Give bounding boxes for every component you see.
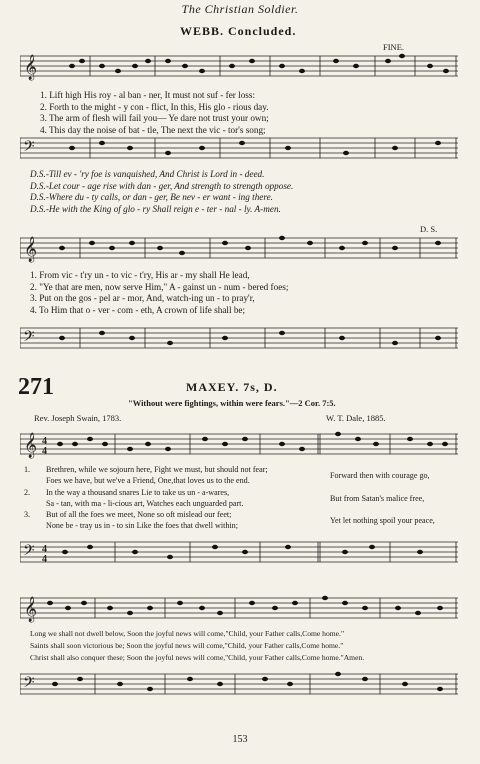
lyric-line: Sa - tan, with ma - li-cious art, Watches each unguarded part. (46, 498, 244, 508)
lyric-line: Foes we have, but we've a Friend, One,that loves us to the end. (46, 476, 250, 486)
svg-text:𝄢: 𝄢 (23, 542, 35, 562)
ds-line: D.S.-Where du - ty calls, or dan - ger, Be nev - er want - ing there. (30, 192, 273, 202)
refrain-line: Christ shall also conquer these; Soon the joyful news will come,"Child, your Father calls,Come home."Amen. (30, 653, 365, 662)
lyric-line: But of all the foes we meet, None so oft mislead our feet; (46, 510, 232, 520)
staff-system-1-bass (20, 130, 458, 166)
svg-text:𝄢: 𝄢 (23, 328, 35, 348)
ds-line: D.S.-Till ev - 'ry foe is vanquished, And Christ is Lord in - deed. (30, 169, 265, 179)
verse-line: 4. This day the noise of bat - tle, The next the vic - tor's song; (40, 124, 266, 135)
lyric-line: None be - tray us in - to sin Like the foes that dwell within; (46, 521, 238, 531)
lyric-line: But from Satan's malice free, (330, 493, 425, 503)
ds-line: D.S.-Let cour - age rise with dan - ger, And strength to strength oppose. (30, 180, 294, 191)
verse-line: 3. Put on the gos - pel ar - mor, And, watch-ing un - to pray'r, (30, 293, 255, 303)
ds-lines-block (30, 169, 293, 215)
staff-system-4-bass (20, 662, 458, 706)
verse-line: 4. To Him that o - ver - com - eth, A crown of life shall be; (30, 304, 246, 315)
lyric-line: Brethren, while we sojourn here, Fight we must, but should not fear; (46, 465, 268, 474)
staff-system-4-treble (20, 588, 458, 628)
webb-verses-block-2 (30, 270, 288, 316)
svg-text:𝄢: 𝄢 (23, 674, 35, 694)
maxey-lyrics-left (46, 464, 268, 532)
tune-title-maxey: MAXEY. 7s, D. (186, 380, 278, 394)
staff-system-2-treble (20, 226, 458, 266)
ds-line: D.S.-He with the King of glo - ry Shall reign e - ter - nal - ly. A-men. (30, 203, 281, 214)
verse-number: 3. (24, 510, 31, 520)
lyric-line: In the way a thousand snares Lie to take us un - a-wares, (46, 487, 230, 497)
lyric-line: Forward then with courage go, (330, 471, 430, 480)
svg-text:4: 4 (42, 544, 47, 555)
staff-system-2-bass (20, 318, 458, 356)
svg-text:𝄢: 𝄢 (23, 138, 35, 158)
svg-text:4: 4 (42, 446, 47, 457)
epigraph: "Without were fightings, within were fears."—2 Cor. 7:5. (128, 398, 336, 408)
fine-marker: FINE. (383, 42, 405, 52)
page-number: 153 (232, 734, 248, 745)
hymn-number: 271 (18, 374, 54, 400)
verse-line: 1. Lift high His roy - al ban - ner, It must not suf - fer loss: (40, 90, 255, 100)
verse-line: 3. The arm of flesh will fail you— Ye dare not trust your own; (40, 113, 269, 123)
verse-number: 2. (24, 487, 31, 497)
ds-marker: D. S. (420, 224, 438, 234)
maxey-verse-numbers (24, 464, 30, 532)
svg-text:𝄞: 𝄞 (24, 596, 38, 621)
verse-line: 1. From vic - t'ry un - to vic - t'ry, His ar - my shall He lead, (30, 270, 250, 280)
running-head: The Christian Soldier. (181, 2, 299, 16)
verse-line: 2. Forth to the might - y con - flict, In this, His glo - rious day. (40, 101, 269, 112)
hymn-author: Rev. Joseph Swain, 1783. (34, 413, 122, 423)
refrain-line: Long we shall not dwell below, Soon the joyful news will come,"Child, your Father calls,Come home." (30, 629, 345, 638)
verse-number: 1. (24, 465, 31, 474)
svg-text:4: 4 (42, 436, 47, 447)
hymn-composer: W. T. Dale, 1885. (326, 413, 386, 423)
svg-text:4: 4 (42, 554, 47, 565)
svg-text:𝄞: 𝄞 (24, 236, 38, 261)
tune-title-webb: WEBB. Concluded. (180, 24, 297, 38)
staff-system-3-bass (20, 532, 458, 572)
lyric-line: Yet let nothing spoil your peace, (330, 516, 435, 526)
refrain-line: Saints shall soon victorious be; Soon the joyful news will come,"Child, your Father calls,Come home." (30, 641, 344, 650)
svg-text:𝄞: 𝄞 (24, 54, 38, 79)
maxey-refrain (30, 628, 364, 664)
verse-line: 2. "Ye that are men, now serve Him," A - gainst un - num - bered foes; (30, 281, 289, 292)
svg-text:𝄞: 𝄞 (24, 432, 38, 457)
maxey-lyrics-right (330, 470, 435, 538)
staff-system-3-treble (20, 424, 458, 464)
